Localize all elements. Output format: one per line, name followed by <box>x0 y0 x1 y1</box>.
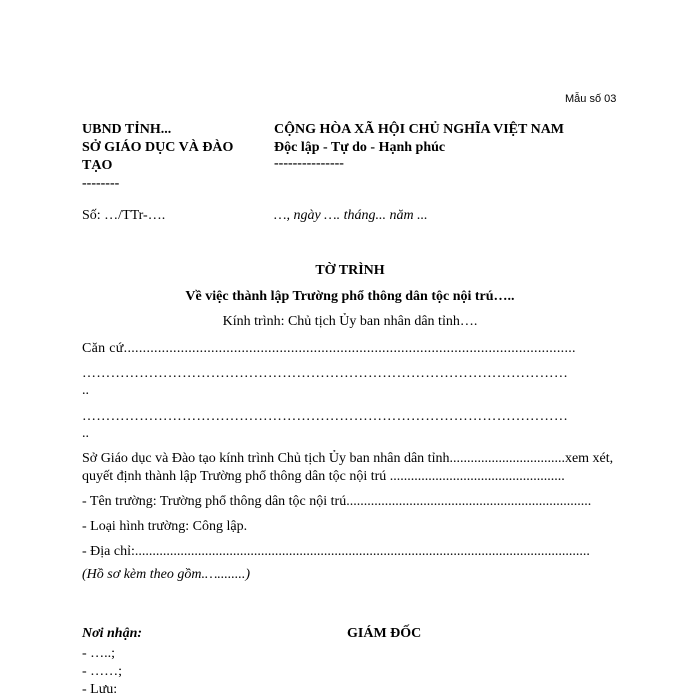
dotted-continuation-2: .. <box>82 426 89 441</box>
attachments-note: (Hồ sơ kèm theo gồm.…........) <box>82 567 251 582</box>
right-header-rule: --------------- <box>274 156 344 171</box>
request-paragraph-line1: Sở Giáo dục và Đào tạo kính trình Chủ tịch Ủy ban nhân dân tỉnh.................................xem xét, <box>82 451 614 466</box>
recipient-item: - …..; <box>82 646 116 661</box>
signature-title: GIÁM ĐỐC <box>347 626 422 641</box>
left-header-line3: TẠO <box>82 158 113 173</box>
national-motto: Độc lập - Tự do - Hạnh phúc <box>274 140 446 155</box>
left-header-line2: SỞ GIÁO DỤC VÀ ĐÀO <box>82 140 234 155</box>
addressee: Kính trình: Chủ tịch Ủy ban nhân dân tỉnh…. <box>222 314 478 329</box>
school-name: - Tên trường: Trường phổ thông dân tộc nội trú...................................................................... <box>82 494 592 509</box>
recipients-heading: Nơi nhận: <box>82 626 143 641</box>
form-code: Mẫu số 03 <box>565 93 617 105</box>
request-paragraph-line2: quyết định thành lập Trường phổ thông dân tộc nội trú .................................................. <box>82 469 565 484</box>
dotted-line-1: ………………………………………………………………………………………… <box>82 366 569 381</box>
document-title: TỜ TRÌNH <box>315 263 385 278</box>
recipient-item: - ……; <box>82 664 123 679</box>
document-number: Số: …/TTr-…. <box>82 208 166 223</box>
school-address: - Địa chỉ:.................................................................................................................................. <box>82 544 590 559</box>
legal-basis: Căn cứ....................................................................................................................... <box>82 341 576 356</box>
left-header-line1: UBND TỈNH... <box>82 122 172 137</box>
recipient-item: - Lưu: <box>82 682 118 697</box>
national-title: CỘNG HÒA XÃ HỘI CHỦ NGHĨA VIỆT NAM <box>274 122 565 137</box>
document-subject: Về việc thành lập Trường phổ thông dân tộc nội trú….. <box>185 289 515 304</box>
school-type: - Loại hình trường: Công lập. <box>82 519 248 534</box>
date-line: …, ngày …. tháng... năm ... <box>274 208 428 223</box>
dotted-continuation-1: .. <box>82 383 89 398</box>
dotted-line-2: ………………………………………………………………………………………… <box>82 409 569 424</box>
left-header-rule: -------- <box>82 176 120 191</box>
